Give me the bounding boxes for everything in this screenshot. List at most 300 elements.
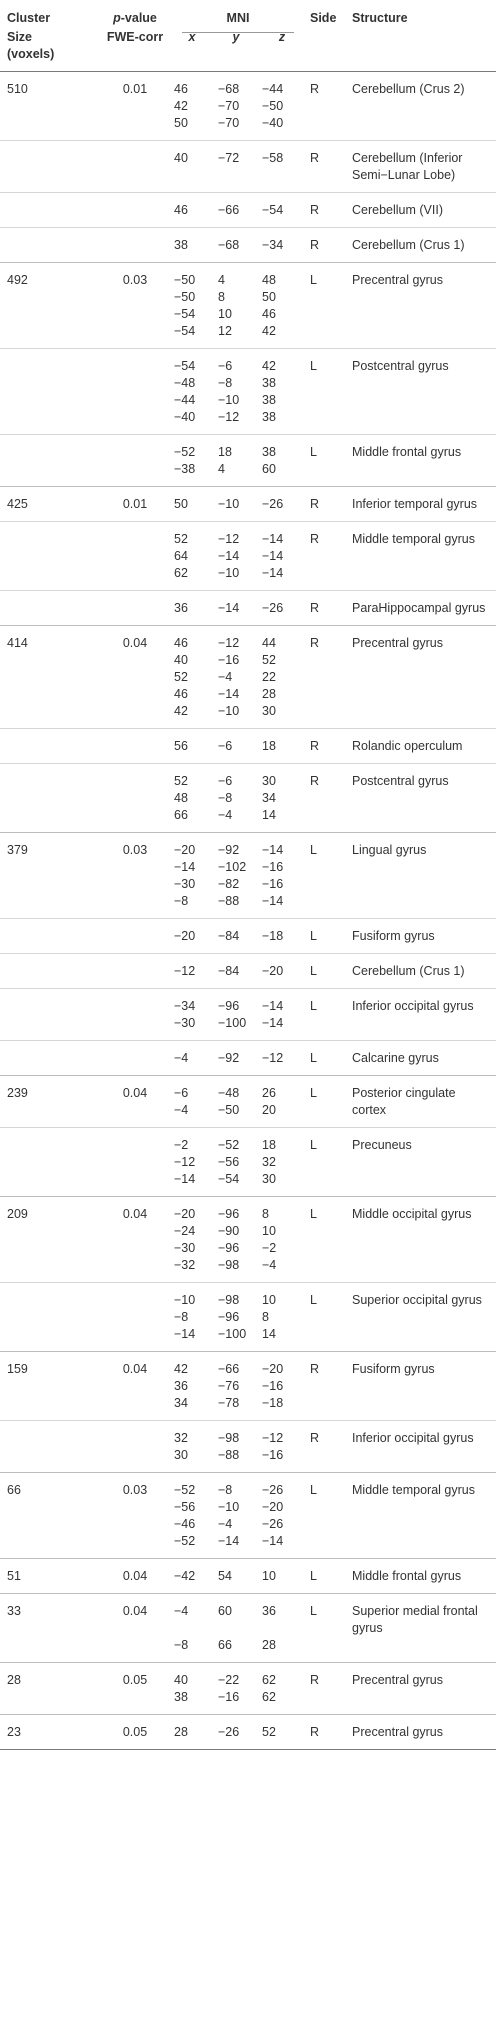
coord-z: −14 xyxy=(262,1016,284,1030)
coord-x: 46 xyxy=(174,687,188,701)
coord-y: −16 xyxy=(218,653,240,667)
coord-x: 42 xyxy=(174,704,188,718)
coord-z: −14 xyxy=(262,843,284,857)
coord-z: −4 xyxy=(262,1258,277,1272)
side-cell: R xyxy=(310,532,320,546)
fwe-pvalue: 0.04 xyxy=(122,1569,148,1583)
coord-z: 46 xyxy=(262,307,276,321)
coord-row xyxy=(170,1223,306,1240)
coord-y: 54 xyxy=(218,1569,232,1583)
table-row xyxy=(0,1715,496,1749)
coord-row xyxy=(170,496,306,513)
table-row xyxy=(0,1127,496,1196)
structure-cell: Cerebellum (VII) xyxy=(352,203,443,217)
coord-y: −98 xyxy=(218,1258,240,1272)
coord-z: 28 xyxy=(262,1638,276,1652)
coord-y: −78 xyxy=(218,1396,240,1410)
cluster-group xyxy=(0,1473,496,1559)
coord-row xyxy=(170,893,306,910)
mni-coords xyxy=(170,202,306,219)
coord-x: 46 xyxy=(174,82,188,96)
coord-z: 14 xyxy=(262,808,276,822)
coord-row xyxy=(170,1102,306,1119)
cluster-size: 51 xyxy=(7,1569,21,1583)
coord-y: −70 xyxy=(218,99,240,113)
side-cell: L xyxy=(310,359,317,373)
table-row xyxy=(0,1420,496,1472)
cluster-size: 379 xyxy=(7,843,28,857)
table-row xyxy=(0,263,496,348)
coord-z: −14 xyxy=(262,1534,284,1548)
coord-x: 52 xyxy=(174,670,188,684)
cluster-cell xyxy=(0,444,170,478)
structure-cell: Middle occipital gyrus xyxy=(352,1207,472,1221)
coord-y: −90 xyxy=(218,1224,240,1238)
coord-row xyxy=(170,1482,306,1499)
fwe-pvalue: 0.04 xyxy=(122,1604,148,1618)
header-cluster: Cluster xyxy=(7,11,51,25)
coord-row xyxy=(170,1309,306,1326)
cluster-cell xyxy=(0,358,170,426)
coord-x: −8 xyxy=(174,894,189,908)
coord-row xyxy=(170,703,306,720)
side-cell: L xyxy=(310,1483,317,1497)
table-row xyxy=(0,1282,496,1351)
header-mni-label: MNI xyxy=(182,10,294,33)
coord-x: −4 xyxy=(174,1103,189,1117)
coord-row xyxy=(170,150,306,167)
coord-z: 18 xyxy=(262,739,276,753)
coord-y: −8 xyxy=(218,1483,233,1497)
coord-z: 30 xyxy=(262,774,276,788)
coord-x: 40 xyxy=(174,1673,188,1687)
structure-cell: Precuneus xyxy=(352,1138,412,1152)
coord-y: −12 xyxy=(218,410,240,424)
coord-row xyxy=(170,409,306,426)
cluster-cell xyxy=(0,600,170,617)
coord-row xyxy=(170,81,306,98)
coord-x: 30 xyxy=(174,1448,188,1462)
coord-x: 48 xyxy=(174,791,188,805)
mni-coords xyxy=(170,928,306,945)
cluster-group xyxy=(0,1663,496,1715)
header-row-1 xyxy=(0,0,496,29)
coord-x: −52 xyxy=(174,445,196,459)
coord-x: −14 xyxy=(174,1172,196,1186)
table-row xyxy=(0,487,496,521)
coord-x: −12 xyxy=(174,1155,196,1169)
table-row xyxy=(0,1076,496,1127)
coord-x: −4 xyxy=(174,1604,189,1618)
cluster-cell xyxy=(0,496,170,513)
cluster-cell xyxy=(0,1482,170,1550)
coord-row xyxy=(170,1395,306,1412)
coord-z: 8 xyxy=(262,1310,269,1324)
coord-z: 50 xyxy=(262,290,276,304)
coord-y: −14 xyxy=(218,1534,240,1548)
cluster-size: 414 xyxy=(7,636,28,650)
coord-row xyxy=(170,1240,306,1257)
coord-x: 36 xyxy=(174,601,188,615)
coord-z: −16 xyxy=(262,1448,284,1462)
mni-coords xyxy=(170,1568,306,1585)
coord-row xyxy=(170,1378,306,1395)
coord-row xyxy=(170,1499,306,1516)
structure-cell: Middle temporal gyrus xyxy=(352,1483,475,1497)
coord-y: −92 xyxy=(218,1051,240,1065)
structure-cell: Rolandic operculum xyxy=(352,739,463,753)
coord-z: −14 xyxy=(262,894,284,908)
coord-x: 50 xyxy=(174,497,188,511)
coord-x: −20 xyxy=(174,843,196,857)
coord-y: −88 xyxy=(218,1448,240,1462)
side-cell: R xyxy=(310,1725,320,1739)
mni-coords xyxy=(170,1482,306,1550)
side-cell: R xyxy=(310,151,320,165)
side-cell: L xyxy=(310,1569,317,1583)
coord-x: −46 xyxy=(174,1517,196,1531)
coord-x: 52 xyxy=(174,532,188,546)
coord-row xyxy=(170,358,306,375)
coord-z: 42 xyxy=(262,359,276,373)
coord-x: 42 xyxy=(174,99,188,113)
coord-y: −84 xyxy=(218,929,240,943)
cluster-size: 159 xyxy=(7,1362,28,1376)
coord-row xyxy=(170,1206,306,1223)
coord-z: 36 xyxy=(262,1604,276,1618)
coord-x: 36 xyxy=(174,1379,188,1393)
coord-row xyxy=(170,738,306,755)
cluster-cell xyxy=(0,1361,170,1412)
fwe-pvalue: 0.04 xyxy=(122,1207,148,1221)
coord-row xyxy=(170,1724,306,1741)
coord-y: −98 xyxy=(218,1431,240,1445)
coord-x: −54 xyxy=(174,307,196,321)
coord-z: −18 xyxy=(262,1396,284,1410)
coord-row xyxy=(170,963,306,980)
coord-x: 34 xyxy=(174,1396,188,1410)
coord-z: 62 xyxy=(262,1690,276,1704)
table-row xyxy=(0,988,496,1040)
side-cell: L xyxy=(310,843,317,857)
side-cell: R xyxy=(310,1673,320,1687)
coord-x: −34 xyxy=(174,999,196,1013)
structure-cell: Calcarine gyrus xyxy=(352,1051,439,1065)
coord-x: 32 xyxy=(174,1431,188,1445)
structure-cell: Postcentral gyrus xyxy=(352,774,449,788)
coord-y: −4 xyxy=(218,808,233,822)
structure-cell: Lingual gyrus xyxy=(352,843,427,857)
coord-z: 60 xyxy=(262,462,276,476)
structure-cell: Cerebellum (Crus 2) xyxy=(352,82,465,96)
coord-x: 66 xyxy=(174,808,188,822)
table-row xyxy=(0,763,496,832)
side-cell: L xyxy=(310,999,317,1013)
structure-cell: Fusiform gyrus xyxy=(352,929,435,943)
coord-x: −52 xyxy=(174,1483,196,1497)
side-cell: L xyxy=(310,1051,317,1065)
mni-coords xyxy=(170,150,306,184)
coord-row xyxy=(170,272,306,289)
side-cell: R xyxy=(310,238,320,252)
coord-z: 52 xyxy=(262,1725,276,1739)
coord-y: −52 xyxy=(218,1138,240,1152)
coord-z: −12 xyxy=(262,1431,284,1445)
coord-row xyxy=(170,998,306,1015)
coord-z: −16 xyxy=(262,877,284,891)
coord-row xyxy=(170,461,306,478)
cluster-cell xyxy=(0,150,170,184)
mni-coords xyxy=(170,1672,306,1706)
coord-z: 30 xyxy=(262,704,276,718)
fwe-pvalue: 0.04 xyxy=(122,1362,148,1376)
coord-x: 62 xyxy=(174,566,188,580)
table-row xyxy=(0,1197,496,1282)
coord-z: 20 xyxy=(262,1103,276,1117)
coord-y: −16 xyxy=(218,1690,240,1704)
coord-x: −38 xyxy=(174,462,196,476)
side-cell: R xyxy=(310,203,320,217)
coord-x: −32 xyxy=(174,1258,196,1272)
coord-row xyxy=(170,1620,306,1637)
cluster-size: 28 xyxy=(7,1673,21,1687)
table-row xyxy=(0,227,496,262)
mni-coords xyxy=(170,1430,306,1464)
structure-cell: Cerebellum (Crus 1) xyxy=(352,238,465,252)
coord-z: −44 xyxy=(262,82,284,96)
coord-y: −84 xyxy=(218,964,240,978)
coord-z: 22 xyxy=(262,670,276,684)
coord-z: −34 xyxy=(262,238,284,252)
table-row xyxy=(0,1559,496,1593)
coord-z: −14 xyxy=(262,999,284,1013)
coord-row xyxy=(170,1516,306,1533)
cluster-cell xyxy=(0,998,170,1032)
coord-z: −12 xyxy=(262,1051,284,1065)
coord-y: 8 xyxy=(218,290,225,304)
coord-row xyxy=(170,1447,306,1464)
coord-z: 10 xyxy=(262,1224,276,1238)
table-row xyxy=(0,590,496,625)
coord-x: −10 xyxy=(174,1293,196,1307)
coord-row xyxy=(170,1050,306,1067)
coord-x: −14 xyxy=(174,860,196,874)
coord-row xyxy=(170,1171,306,1188)
structure-cell: Cerebellum (Inferior Semi−Lunar Lobe) xyxy=(352,151,463,182)
coord-z: 38 xyxy=(262,376,276,390)
coord-z: 38 xyxy=(262,393,276,407)
coord-row xyxy=(170,306,306,323)
coord-z: 10 xyxy=(262,1569,276,1583)
coord-y: −88 xyxy=(218,894,240,908)
table-row xyxy=(0,728,496,763)
cluster-cell xyxy=(0,237,170,254)
cluster-group xyxy=(0,72,496,263)
table-row xyxy=(0,348,496,434)
table-row xyxy=(0,1352,496,1420)
coord-y: −22 xyxy=(218,1673,240,1687)
structure-cell: Inferior temporal gyrus xyxy=(352,497,478,511)
mni-coords xyxy=(170,1724,306,1741)
coord-row xyxy=(170,1015,306,1032)
mni-coords xyxy=(170,1137,306,1188)
coord-y: −12 xyxy=(218,636,240,650)
coord-z: 10 xyxy=(262,1293,276,1307)
coord-x: −20 xyxy=(174,1207,196,1221)
coord-y: 10 xyxy=(218,307,232,321)
coord-row xyxy=(170,1430,306,1447)
structure-cell: Inferior occipital gyrus xyxy=(352,1431,474,1445)
side-cell: L xyxy=(310,964,317,978)
coord-y: −6 xyxy=(218,359,233,373)
coord-x: 46 xyxy=(174,203,188,217)
coord-z: −14 xyxy=(262,532,284,546)
coord-y: −10 xyxy=(218,393,240,407)
fwe-pvalue: 0.01 xyxy=(122,497,148,511)
mni-coords xyxy=(170,1292,306,1343)
coord-y: −14 xyxy=(218,601,240,615)
coord-row xyxy=(170,876,306,893)
table-row xyxy=(0,953,496,988)
coord-x: −56 xyxy=(174,1500,196,1514)
coord-row xyxy=(170,289,306,306)
coord-y: −72 xyxy=(218,151,240,165)
side-cell: R xyxy=(310,497,320,511)
coord-y: 4 xyxy=(218,462,225,476)
structure-cell: Inferior occipital gyrus xyxy=(352,999,474,1013)
coord-row xyxy=(170,531,306,548)
coord-x: −14 xyxy=(174,1327,196,1341)
cluster-size: 209 xyxy=(7,1207,28,1221)
cluster-group xyxy=(0,626,496,833)
coord-z: 44 xyxy=(262,636,276,650)
coord-x: −24 xyxy=(174,1224,196,1238)
cluster-size: 425 xyxy=(7,497,28,511)
coord-x: −42 xyxy=(174,1569,196,1583)
coord-x: 56 xyxy=(174,739,188,753)
coord-row xyxy=(170,1533,306,1550)
coord-z: −14 xyxy=(262,549,284,563)
coord-row xyxy=(170,686,306,703)
structure-cell: Precentral gyrus xyxy=(352,1725,444,1739)
coord-y: −92 xyxy=(218,843,240,857)
side-cell: L xyxy=(310,445,317,459)
table-row xyxy=(0,72,496,140)
mni-coords xyxy=(170,81,306,132)
coord-x: −2 xyxy=(174,1138,189,1152)
cluster-size: 510 xyxy=(7,82,28,96)
header-mni xyxy=(170,10,306,29)
coord-x: 38 xyxy=(174,1690,188,1704)
structure-cell: Postcentral gyrus xyxy=(352,359,449,373)
coord-x: 46 xyxy=(174,636,188,650)
coord-x: −48 xyxy=(174,376,196,390)
cluster-group xyxy=(0,487,496,626)
coord-x: −44 xyxy=(174,393,196,407)
coord-y: −54 xyxy=(218,1172,240,1186)
coord-y: −6 xyxy=(218,739,233,753)
coord-z: 32 xyxy=(262,1155,276,1169)
coord-z: −16 xyxy=(262,1379,284,1393)
side-cell: R xyxy=(310,601,320,615)
mni-coords xyxy=(170,1603,306,1654)
coord-z: −16 xyxy=(262,860,284,874)
coord-row xyxy=(170,652,306,669)
cluster-cell xyxy=(0,1050,170,1067)
coord-z: 30 xyxy=(262,1172,276,1186)
header-y: y xyxy=(232,30,240,44)
mni-coords xyxy=(170,600,306,617)
cluster-size: 492 xyxy=(7,273,28,287)
structure-cell: Middle frontal gyrus xyxy=(352,1569,462,1583)
table-row xyxy=(0,626,496,728)
cluster-cell xyxy=(0,928,170,945)
coord-row xyxy=(170,807,306,824)
structure-cell: Cerebellum (Crus 1) xyxy=(352,964,465,978)
header-pvalue-rest: -value xyxy=(120,11,157,25)
side-cell: R xyxy=(310,739,320,753)
coord-z: −20 xyxy=(262,1362,284,1376)
coord-row xyxy=(170,1672,306,1689)
coord-x: −6 xyxy=(174,1086,189,1100)
coord-x: −20 xyxy=(174,929,196,943)
coord-row xyxy=(170,635,306,652)
cluster-cell xyxy=(0,1292,170,1343)
coord-row xyxy=(170,98,306,115)
coord-x: −12 xyxy=(174,964,196,978)
coord-z: −26 xyxy=(262,1517,284,1531)
coord-x: 28 xyxy=(174,1725,188,1739)
coord-row xyxy=(170,1257,306,1274)
side-cell: L xyxy=(310,273,317,287)
coord-z: 34 xyxy=(262,791,276,805)
coord-z: 26 xyxy=(262,1086,276,1100)
fwe-pvalue: 0.03 xyxy=(122,273,148,287)
table-row xyxy=(0,833,496,918)
fwe-pvalue: 0.05 xyxy=(122,1673,148,1687)
coord-y: −100 xyxy=(218,1016,247,1030)
header-pvalue-p: p xyxy=(113,11,121,25)
mni-coords xyxy=(170,635,306,720)
coord-x: 38 xyxy=(174,238,188,252)
fwe-pvalue: 0.03 xyxy=(122,843,148,857)
coord-y: −98 xyxy=(218,1293,240,1307)
structure-cell: Superior medial frontal gyrus xyxy=(352,1604,478,1635)
header-size xyxy=(0,29,100,63)
coord-row xyxy=(170,1085,306,1102)
side-cell: L xyxy=(310,929,317,943)
cluster-size: 23 xyxy=(7,1725,21,1739)
fwe-pvalue: 0.05 xyxy=(122,1725,148,1739)
coord-x: 64 xyxy=(174,549,188,563)
coord-y: −8 xyxy=(218,791,233,805)
cluster-cell xyxy=(0,531,170,582)
coord-x: −52 xyxy=(174,1534,196,1548)
cluster-cell xyxy=(0,1430,170,1464)
mni-coords xyxy=(170,272,306,340)
header-x: x xyxy=(188,30,196,44)
coord-y: −96 xyxy=(218,1207,240,1221)
coord-row xyxy=(170,790,306,807)
cluster-size: 66 xyxy=(7,1483,21,1497)
coord-row xyxy=(170,1637,306,1654)
header-size-line1: Size xyxy=(7,30,33,44)
table-row xyxy=(0,521,496,590)
coord-y: −70 xyxy=(218,116,240,130)
coord-row xyxy=(170,323,306,340)
coord-z: −54 xyxy=(262,203,284,217)
coord-z: 14 xyxy=(262,1327,276,1341)
